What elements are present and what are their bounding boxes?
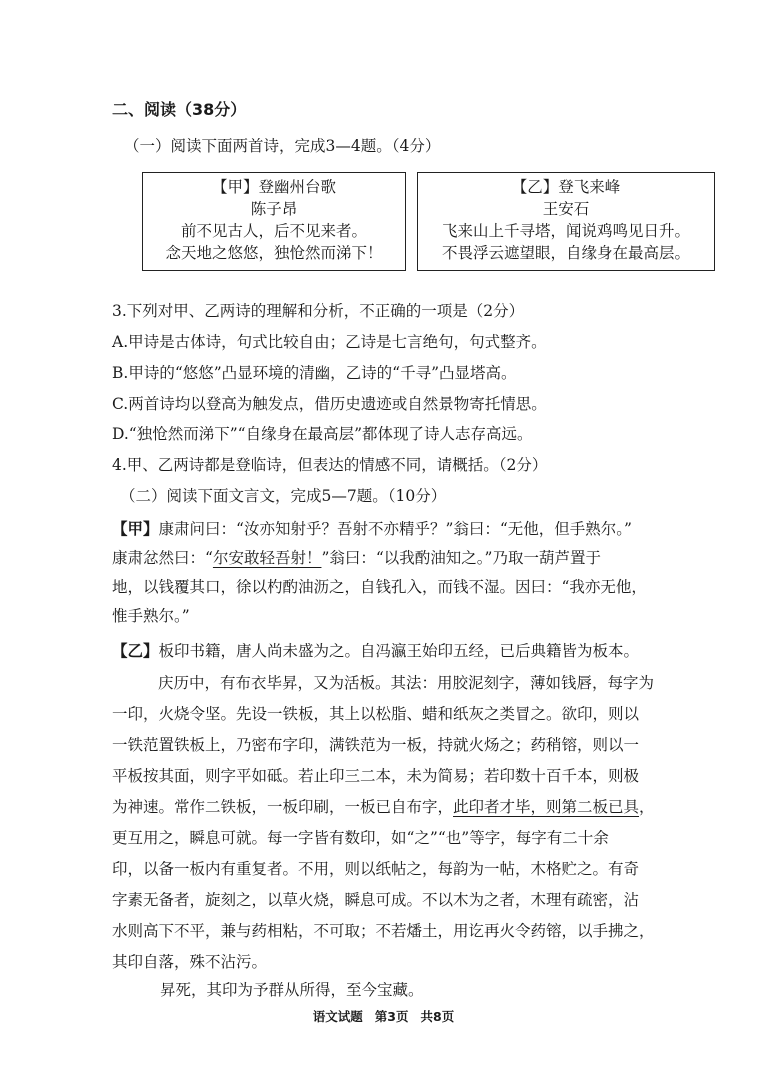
poem-b-author: 王安石 <box>542 200 590 218</box>
poem-b-line1: 飞来山上千寻塔，闻说鸡鸣见日升。 <box>441 222 690 240</box>
footer-page-number: 第3页 <box>374 1009 409 1024</box>
text-a-line1: 【甲】康肃问曰：“汝亦知射乎？吾射不亦精乎？”翁曰：“无他，但手熟尔。” <box>112 519 632 538</box>
page-footer <box>0 1007 767 1025</box>
q3-option-d: D.“独怆然而涕下”“自缘身在最高层”都体现了诗人志存高远。 <box>112 425 533 443</box>
text-b-line3: 一印，火烧令坚。先设一铁板，其上以松脂、蜡和纸灰之类冒之。欲印，则以 <box>112 705 640 723</box>
underlined-sentence-a: 尔安敢轻吾射！ <box>212 549 322 567</box>
q3-option-b: B.甲诗的“悠悠”凸显环境的清幽，乙诗的“千寻”凸显塔高。 <box>112 364 517 382</box>
part2-instruction: （二）阅读下面文言文，完成5—7题。（10分） <box>120 487 447 505</box>
q4-stem: 4.甲、乙两诗都是登临诗，但表达的情感不同，请概括。（2分） <box>112 456 548 474</box>
q3-option-c: C.两首诗均以登高为触发点，借历史遗迹或自然景物寄托情思。 <box>112 395 547 413</box>
text-b-line7: 更互用之，瞬息可就。每一字皆有数印，如“之”“也”等字，每字有二十余 <box>112 829 609 847</box>
text-b-line12: 昇死，其印为予群从所得，至今宝藏。 <box>160 981 424 999</box>
text-b-line11: 其印自落，殊不沾污。 <box>112 953 268 971</box>
text-b-line4: 一铁范置铁板上，乃密布字印，满铁范为一板，持就火炀之；药稍镕，则以一 <box>112 736 640 754</box>
poem-b-box <box>417 172 715 271</box>
q3-option-a: A.甲诗是古体诗，句式比较自由；乙诗是七言绝句，句式整齐。 <box>112 333 547 351</box>
text-a-line3: 地，以钱覆其口，徐以杓酌油沥之，自钱孔入，而钱不湿。因曰：“我亦无他， <box>112 578 647 596</box>
text-a-label: 【甲】 <box>112 519 159 538</box>
poem-b-title: 【乙】登飞来峰 <box>511 178 621 196</box>
poem-b-line2: 不畏浮云遮望眼，自缘身在最高层。 <box>441 244 690 262</box>
text-a-line4: 惟手熟尔。” <box>112 607 190 625</box>
part1-instruction: （一）阅读下面两首诗，完成3—4题。（4分） <box>124 137 441 155</box>
text-b-line10: 水则高下不平，兼与药相粘，不可取；不若燔土，用讫再火令药镕，以手拂之， <box>112 922 655 940</box>
section-heading: 二、阅读（38分） <box>112 100 247 119</box>
q3-stem: 3.下列对甲、乙两诗的理解和分析，不正确的一项是（2分） <box>112 302 525 320</box>
text-b-line1: 【乙】板印书籍，唐人尚未盛为之。自冯瀛王始印五经，已后典籍皆为板本。 <box>112 641 640 660</box>
poem-a-line2: 念天地之悠悠，独怆然而涕下！ <box>165 244 383 262</box>
text-b-line8: 印，以备一板内有重复者。不用，则以纸帖之，每韵为一帖，木格贮之。有奇 <box>112 860 640 878</box>
text-a-line2: 康肃忿然曰：“尔安敢轻吾射！”翁曰：“以我酌油知之。”乃取一葫芦置于 <box>112 549 601 567</box>
poem-a-box <box>142 172 406 271</box>
text-b-line9: 字素无备者，旋刻之，以草火烧，瞬息可成。不以木为之者，木理有疏密，沾 <box>112 891 640 909</box>
underlined-sentence-b: 此印者才毕，则第二板已具 <box>453 798 640 816</box>
footer-subject: 语文试题 <box>312 1009 363 1024</box>
footer-total-pages: 共8页 <box>420 1009 455 1024</box>
text-b-line6: 为神速。常作二铁板，一板印刷，一板已自布字，此印者才毕，则第二板已具， <box>112 798 655 816</box>
text-b-line5: 平板按其面，则字平如砥。若止印三二本，未为简易；若印数十百千本，则极 <box>112 767 640 785</box>
text-b-line2: 庆历中，有布衣毕昇，又为活板。其法：用胶泥刻字，薄如钱唇，每字为 <box>158 674 655 692</box>
poem-a-title: 【甲】登幽州台歌 <box>211 178 336 196</box>
text-b-label: 【乙】 <box>112 641 159 660</box>
poem-a-line1: 前不见古人，后不见来者。 <box>180 222 367 240</box>
poem-a-author: 陈子昂 <box>250 200 298 218</box>
